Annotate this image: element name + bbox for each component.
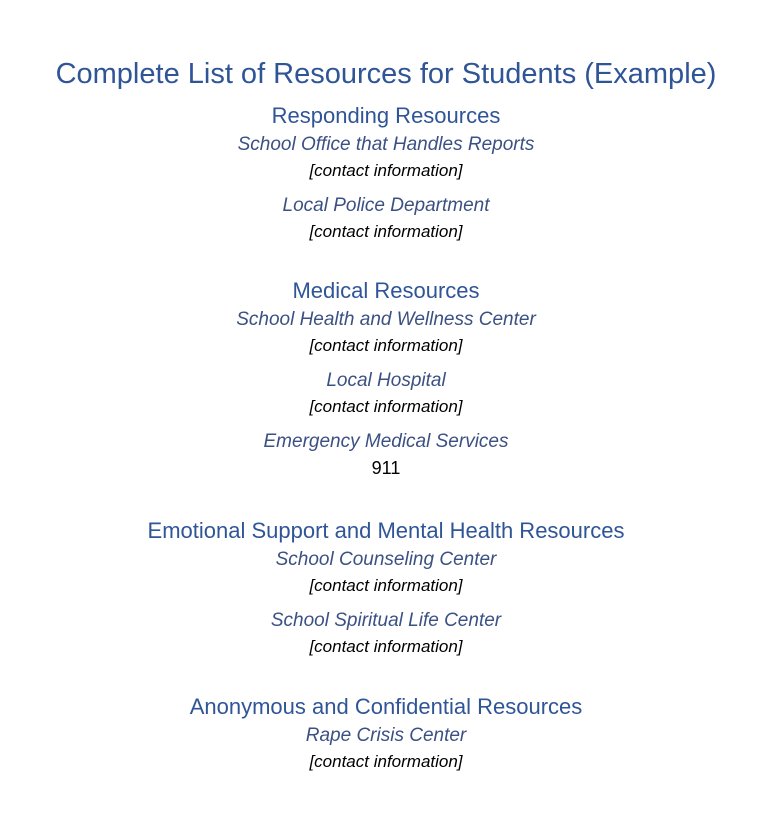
resource-name: School Office that Handles Reports bbox=[237, 134, 535, 155]
resource-contact: [contact information] bbox=[309, 637, 463, 656]
resource-name: Local Police Department bbox=[282, 195, 490, 216]
resource-item bbox=[0, 546, 772, 598]
resource-item bbox=[0, 192, 772, 244]
section-heading: Medical Resources bbox=[292, 278, 480, 303]
page-title: Complete List of Resources for Students (Example) bbox=[55, 58, 717, 90]
resource-name: School Spiritual Life Center bbox=[270, 610, 502, 631]
section-emotional-support-resources bbox=[0, 516, 772, 659]
resource-contact: [contact information] bbox=[309, 222, 463, 241]
resource-contact: [contact information] bbox=[309, 752, 463, 771]
emergency-phone-number: 911 bbox=[371, 458, 401, 478]
resource-item bbox=[0, 367, 772, 419]
resource-name: Emergency Medical Services bbox=[263, 431, 509, 452]
section-anonymous-confidential-resources bbox=[0, 692, 772, 774]
resource-name: School Health and Wellness Center bbox=[236, 309, 536, 330]
section-heading: Responding Resources bbox=[271, 103, 501, 128]
resource-name: Rape Crisis Center bbox=[305, 725, 467, 746]
section-heading: Emotional Support and Mental Health Resources bbox=[147, 518, 625, 543]
resource-contact: [contact information] bbox=[309, 397, 463, 416]
resource-item bbox=[0, 722, 772, 774]
section-heading: Anonymous and Confidential Resources bbox=[189, 694, 583, 719]
resource-contact: [contact information] bbox=[309, 161, 463, 180]
section-medical-resources bbox=[0, 276, 772, 480]
resource-item bbox=[0, 306, 772, 358]
resource-name: School Counseling Center bbox=[275, 549, 497, 570]
resource-item bbox=[0, 428, 772, 480]
resource-contact: [contact information] bbox=[309, 576, 463, 595]
resource-item bbox=[0, 131, 772, 183]
resource-name: Local Hospital bbox=[326, 370, 446, 391]
resource-contact: [contact information] bbox=[309, 336, 463, 355]
section-responding-resources bbox=[0, 101, 772, 244]
resource-item bbox=[0, 607, 772, 659]
